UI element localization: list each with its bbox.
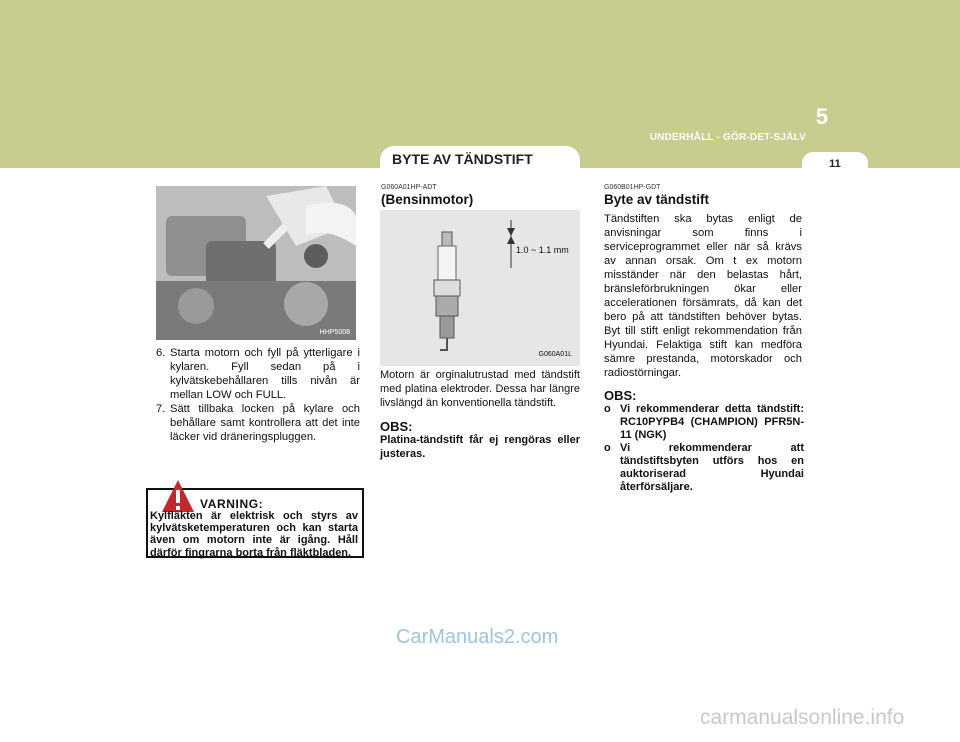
site-watermark[interactable]: CarManuals2.com: [396, 626, 559, 648]
section-heading: (Bensinmotor): [381, 192, 474, 207]
note-text: Platina-tändstift får ej rengöras eller justeras.: [380, 434, 580, 460]
warning-title: VARNING:: [200, 497, 264, 511]
bullet-text: Vi rekommenderar detta tändstift: RC10PYPB4 (CHAMPION) PFR5N-11 (NGK): [620, 403, 804, 441]
engine-illustration: [156, 186, 356, 340]
bullet-mark: o: [604, 403, 611, 415]
list-item: [156, 402, 360, 444]
engine-coolant-photo: [156, 186, 356, 340]
section-title: UNDERHÅLL - GÖR-DET-SJÄLV: [649, 132, 806, 143]
page-title: BYTE AV TÄNDSTIFT: [380, 146, 580, 172]
header-band: [0, 0, 960, 168]
step-text: Starta motorn och fyll på ytterligare i kylaren. Fyll sedan på i kylvätskebehållaren tills nivån är mellan LOW och FULL.: [170, 347, 360, 401]
spark-plug-figure: [380, 210, 580, 366]
note-block: [604, 388, 804, 494]
list-item: [604, 403, 804, 442]
bullet-mark: o: [604, 442, 611, 454]
body-text: Motorn är orginalutrustad med tändstift med platina elektroder. Dessa har längre livslängd än konventionella tändstift.: [380, 369, 580, 409]
section-code: G060B01HP-GDT: [604, 184, 661, 191]
list-item: [156, 346, 360, 402]
step-text: Sätt tillbaka locken på kylare och behållare samt kontrollera att det inte läcker vid dräneringspluggen.: [170, 403, 360, 443]
step-number: 7.: [156, 403, 166, 415]
page-number: 11: [802, 152, 868, 174]
section-code: G060A01HP-ADT: [381, 184, 437, 191]
step-number: 6.: [156, 347, 166, 359]
step-list: [156, 346, 360, 444]
footer-watermark: carmanualsonline.info: [700, 706, 905, 729]
section-heading: Byte av tändstift: [604, 192, 710, 207]
warning-text: Kylfläkten är elektrisk och styrs av kylvätsketemperaturen och kan starta även om motorn inte är igång. Håll därför fingrarna borta från fläktbladen.: [150, 510, 358, 559]
gap-label: 1.0 ~ 1.1 mm: [516, 245, 569, 255]
image-code: G060A01L: [538, 351, 572, 358]
list-item: [604, 442, 804, 494]
spark-plug-illustration: [380, 210, 580, 366]
image-code: HHP5008: [319, 329, 350, 336]
bullet-text: Vi rekommenderar att tändstiftsbyten utförs hos en auktoriserad Hyundai återförsäljare.: [620, 442, 804, 493]
note-title: OBS:: [604, 388, 637, 403]
warning-icon: [160, 478, 196, 514]
section-number: 5: [815, 104, 829, 129]
middle-text: [380, 368, 580, 461]
body-text: Tändstiften ska bytas enligt de anvisningar som finns i serviceprogrammet eller när så krävs av annan orsak. Om t ex motorn misständer när den belastas hårt, bränsleförbrukningen ökar eller accelerationen försämrats, då kan det bero på att tändstiften behöver bytas. Byt till stift enligt rekommendation från Hyundai. Felaktiga stift kan medföra sämre prestanda, motorskador och radiostörningar.: [604, 213, 802, 379]
note-title: OBS:: [380, 419, 413, 434]
